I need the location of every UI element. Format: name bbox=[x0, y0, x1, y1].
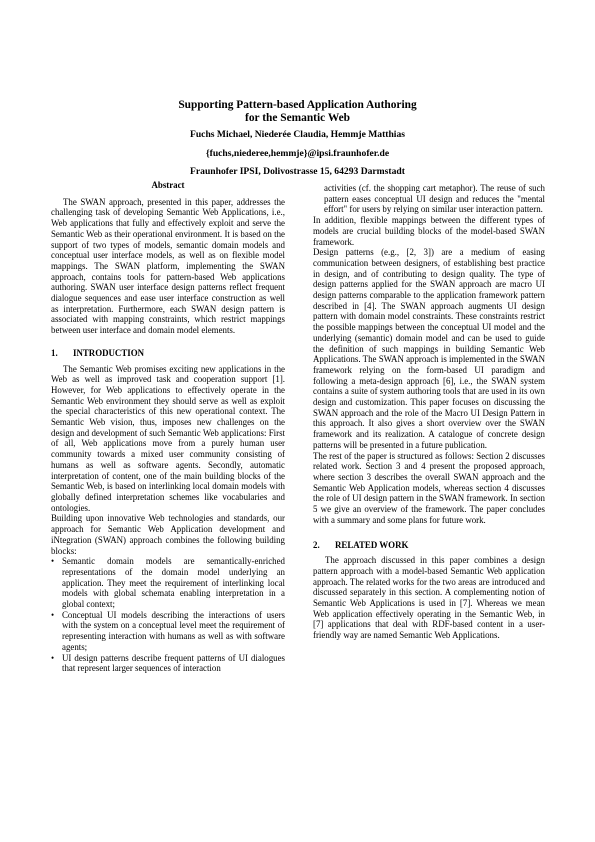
bullet-icon: • bbox=[51, 652, 55, 663]
left-column bbox=[51, 180, 285, 674]
section-number: 2. bbox=[313, 539, 320, 550]
intro-paragraph-1: The Semantic Web promises exciting new applications in the Web as well as improved task and cooperation support [1]. However, for Web applications to effectively operate in the Semantic Web environment they should serve as well as exploit the special characteristics of this new operational context. The Semantic Web vision, thus, imposes new challenges on the design and development of such Semantic Web applications: First of all, Web applications move from a purely human user community towards a mixed user community consisting of humans as well as software agents. Secondly, automatic interpretation of content, one of the main building blocks of the Semantic Web, is based on interlinking local domain models with globally defined interpretation schemes like vocabularies and ontologies. bbox=[51, 363, 285, 513]
related-paragraph-1: The approach discussed in this paper combines a design pattern approach with a model-based Semantic Web application approach. The related works for the two areas are introduced and discussed separately in this section. A complementing notion of Semantic Web Applications is used in [7]. Whereas we mean Web application effectively operating in the Semantic Web, in [7] applications that deal with RDF-based content in a user-friendly way are named Semantic Web Applications. bbox=[313, 555, 545, 641]
section-title: RELATED WORK bbox=[335, 539, 409, 550]
paper-title-line1: Supporting Pattern-based Application Authoring bbox=[178, 99, 417, 111]
author-email: {fuchs,niederee,hemmje}@ipsi.fraunhofer.de bbox=[205, 148, 390, 159]
paper-title-line2: for the Semantic Web bbox=[245, 112, 350, 124]
section-title: INTRODUCTION bbox=[73, 347, 145, 358]
list-item-text: Semantic domain models are semantically-enriched representations of the domain model underlying an application. They meet the requirement of interlinking local models with global schemata enabling interpretation in a global context; bbox=[62, 556, 285, 610]
list-item bbox=[51, 610, 285, 653]
abstract-text: The SWAN approach, presented in this paper, addresses the challenging task of developing Semantic Web Applications, i.e., Web applications that fully and effectively exploit and serve the Semantic Web as their operational environment. It is based on the support of two types of models, semantic domain models and conceptual user interface models, as well as on flexible model mappings. The SWAN platform, implementing the SWAN approach, contains tools for pattern-based Web applications authoring. SWAN user interface design patterns reflect frequent dialogue sequences and ease user interface construction as well as interpretation. Furthermore, each SWAN design pattern is associated with mapping constraints, which restrict mappings between user interface and domain model elements. bbox=[51, 196, 285, 336]
list-item bbox=[51, 653, 285, 674]
intro-paragraph-5: The rest of the paper is structured as follows: Section 2 discusses related work. Section 3 and 4 present the proposed approach, where section 3 describes the overall SWAN approach and the Semantic Web Application models, whereas section 4 discusses the role of UI design pattern in the SWAN framework. In section 5 we give an overview of the framework. The paper concludes with a summary and some plans for future work. bbox=[313, 450, 545, 525]
section-heading-introduction bbox=[51, 348, 285, 359]
abstract-heading: Abstract bbox=[151, 180, 185, 190]
bullet-icon: • bbox=[51, 609, 55, 620]
intro-paragraph-4: Design patterns (e.g., [2, 3]) are a medium of easing communication between designers, of establishing best practice in design, and of contributing to design quality. The type of design patterns applied for the SWAN approach are macro UI design patterns comparable to the application framework pattern described in [4]. The SWAN approach augments UI design pattern with domain model constraints. These constraints restrict the possible mappings between the conceptual UI model and the underlying (semantic) domain model and can be used to guide the definition of such mappings in building Semantic Web Applications. The SWAN approach is implemented in the SWAN framework relying on the form-based UI paradigm and following a meta-design approach [6], i.e., the SWAN system contains a suite of system authoring tools that are used in its own design and customization. This paper focuses on discussing the SWAN approach and the role of the Macro UI Design Pattern in this approach. It also gives a short overview over the SWAN framework and its realization. A catalogue of concrete design patterns will be presented in a future publication. bbox=[313, 247, 545, 450]
section-heading-related-work bbox=[313, 540, 545, 551]
list-item-text: UI design patterns describe frequent patterns of UI dialogues that represent larger sequences of interaction bbox=[62, 652, 285, 674]
building-blocks-list bbox=[51, 556, 285, 674]
list-item bbox=[51, 556, 285, 610]
list-item-continuation: activities (cf. the shopping cart metaphor). The reuse of such pattern eases conceptual UI design and reduces the "mental effort" for users by relying on similar user interaction pattern. bbox=[324, 183, 545, 215]
section-number: 1. bbox=[51, 347, 58, 358]
author-affiliation: Fraunhofer IPSI, Dolivostrasse 15, 64293 Darmstadt bbox=[190, 166, 405, 177]
intro-paragraph-3: In addition, flexible mappings between the different types of models are crucial building blocks of the model-based SWAN framework. bbox=[313, 215, 545, 247]
right-column bbox=[313, 183, 545, 641]
list-item-text: Conceptual UI models describing the interactions of users with the system on a conceptual level meet the requirement of representing interaction with humans as well as with software agents; bbox=[62, 609, 285, 652]
author-list: Fuchs Michael, Niederée Claudia, Hemmje Matthias bbox=[189, 129, 406, 140]
intro-paragraph-2: Building upon innovative Web technologies and standards, our approach for Semantic Web Application development and iNtegration (SWAN) approach combines the following building blocks: bbox=[51, 513, 285, 556]
bullet-icon: • bbox=[51, 556, 55, 567]
